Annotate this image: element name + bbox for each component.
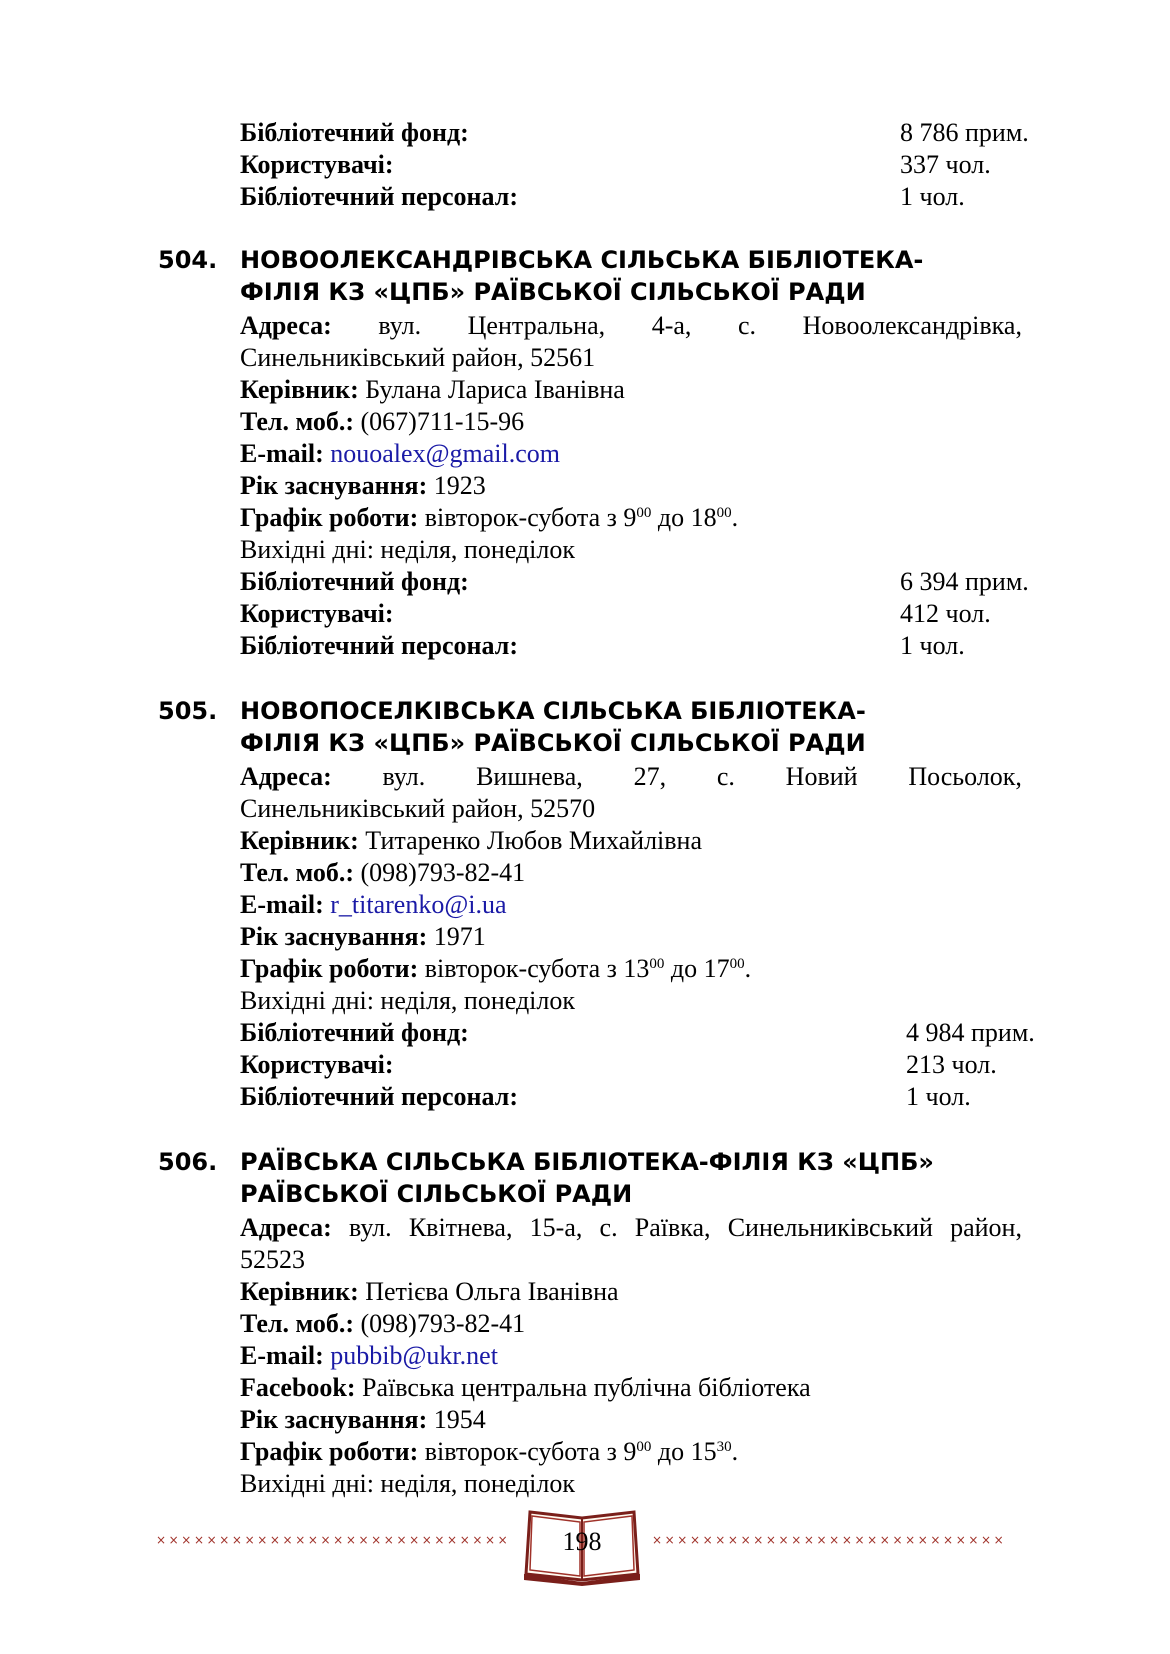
entry-title-line1: РАЇВСЬКА СІЛЬСЬКА БІБЛІОТЕКА-ФІЛІЯ КЗ «ЦПБ»	[240, 1148, 934, 1176]
phone-value: (098)793-82-41	[360, 858, 526, 887]
address-word: с.	[737, 311, 757, 340]
address-word: Центральна,	[467, 311, 606, 340]
staff-row	[240, 1081, 971, 1113]
address-word: Синельниківський	[727, 1213, 933, 1242]
founded-label: Рік заснування:	[240, 1405, 428, 1434]
address-label: Адреса:	[240, 762, 332, 791]
address-word: Вишнева,	[476, 762, 583, 791]
address-line	[240, 1212, 1022, 1244]
email-link[interactable]: r_titarenko@i.ua	[330, 890, 507, 919]
entry-title-line1: НОВООЛЕКСАНДРІВСЬКА СІЛЬСЬКА БІБЛІОТЕКА-	[240, 246, 924, 274]
email-row	[240, 1340, 498, 1372]
head-value: Петієва Ольга Іванівна	[365, 1277, 619, 1306]
address-line	[240, 761, 1022, 793]
schedule-label: Графік роботи:	[240, 503, 419, 532]
schedule-from: вівторок-субота з 9	[424, 1437, 637, 1466]
facebook-value: Раївська центральна публічна бібліотека	[362, 1373, 811, 1402]
fund-label: Бібліотечний фонд:	[240, 567, 469, 596]
fund-label: Бібліотечний фонд:	[240, 118, 469, 147]
schedule-from-minutes: 00	[636, 1439, 652, 1455]
founded-label: Рік заснування:	[240, 922, 428, 951]
address-line	[240, 310, 1022, 342]
email-row	[240, 438, 560, 470]
prev-staff-row	[240, 181, 965, 213]
users-row	[240, 1049, 997, 1081]
phone-label: Тел. моб.:	[240, 407, 355, 436]
email-label: E-mail:	[240, 439, 324, 468]
entry-number: 506.	[158, 1148, 218, 1176]
address-word: Посьолок,	[908, 762, 1022, 791]
page-number: 198	[562, 1527, 602, 1556]
head-label: Керівник:	[240, 375, 359, 404]
users-label: Користувачі:	[240, 150, 394, 179]
schedule-from: вівторок-субота з 13	[424, 954, 650, 983]
head-label: Керівник:	[240, 1277, 359, 1306]
address-word: с.	[716, 762, 735, 791]
staff-label: Бібліотечний персонал:	[240, 631, 518, 660]
founded-value: 1954	[433, 1405, 486, 1434]
entry-title-line2: РАЇВСЬКОЇ СІЛЬСЬКОЇ РАДИ	[240, 1180, 633, 1208]
schedule-to: до 18	[657, 503, 717, 532]
schedule-row: Графік роботи: вівторок-субота з $13^{00}$ до $17^{00}$.	[240, 954, 752, 983]
founded-row	[240, 470, 486, 502]
staff-label: Бібліотечний персонал:	[240, 182, 518, 211]
head-row	[240, 1276, 619, 1308]
phone-row	[240, 1308, 525, 1340]
phone-row	[240, 857, 525, 889]
address-word: вул.	[348, 1213, 392, 1242]
schedule-to-minutes: 00	[729, 956, 745, 972]
head-row	[240, 825, 702, 857]
head-row	[240, 374, 625, 406]
users-row	[240, 598, 991, 630]
schedule-from-minutes: 00	[636, 505, 652, 521]
address-label: Адреса:	[240, 1213, 332, 1242]
phone-value: (067)711-15-96	[360, 407, 525, 436]
footer-decor-right: ××××××××××××××××××××××××××××	[652, 1533, 1007, 1547]
entry-number: 504.	[158, 246, 218, 274]
staff-row	[240, 630, 965, 662]
email-row	[240, 889, 507, 921]
staff-value: 1 чол.	[906, 1082, 971, 1111]
address-line2: Синельниківський район, 52561	[240, 343, 596, 372]
schedule-to-minutes: 00	[716, 505, 732, 521]
address-label: Адреса:	[240, 311, 332, 340]
days-off: Вихідні дні: неділя, понеділок	[240, 535, 576, 564]
schedule-to-minutes: 30	[716, 1439, 732, 1455]
entry-number: 505.	[158, 697, 218, 725]
address-word: вул.	[378, 311, 422, 340]
fund-value: 8 786 прим.	[900, 118, 1029, 147]
users-value: 213 чол.	[906, 1050, 997, 1079]
fund-value: 6 394 прим.	[900, 567, 1029, 596]
address-word: 27,	[633, 762, 667, 791]
schedule-from: вівторок-субота з 9	[424, 503, 637, 532]
phone-row	[240, 406, 524, 438]
address-word: Раївка,	[634, 1213, 711, 1242]
email-label: E-mail:	[240, 1341, 324, 1370]
users-value: 337 чол.	[900, 150, 991, 179]
address-word: 4-а,	[651, 311, 692, 340]
entry-title-line2: ФІЛІЯ КЗ «ЦПБ» РАЇВСЬКОЇ СІЛЬСЬКОЇ РАДИ	[240, 278, 866, 306]
users-label: Користувачі:	[240, 599, 394, 628]
schedule-row: Графік роботи: вівторок-субота з $9^{00}$ до $15^{30}$.	[240, 1437, 739, 1466]
phone-value: (098)793-82-41	[360, 1309, 526, 1338]
email-link[interactable]: pubbib@ukr.net	[330, 1341, 498, 1370]
days-off: Вихідні дні: неділя, понеділок	[240, 986, 576, 1015]
founded-label: Рік заснування:	[240, 471, 428, 500]
founded-row	[240, 1404, 486, 1436]
address-line2: 52523	[240, 1245, 305, 1274]
address-word: 15-а,	[529, 1213, 583, 1242]
phone-label: Тел. моб.:	[240, 858, 355, 887]
schedule-label: Графік роботи:	[240, 954, 419, 983]
founded-row	[240, 921, 486, 953]
schedule-label: Графік роботи:	[240, 1437, 419, 1466]
facebook-label: Facebook:	[240, 1373, 356, 1402]
fund-label: Бібліотечний фонд:	[240, 1018, 469, 1047]
founded-value: 1923	[433, 471, 486, 500]
email-label: E-mail:	[240, 890, 324, 919]
days-off: Вихідні дні: неділя, понеділок	[240, 1469, 576, 1498]
address-word: Квітнева,	[408, 1213, 513, 1242]
entry-title-line1: НОВОПОСЕЛКІВСЬКА СІЛЬСЬКА БІБЛІОТЕКА-	[240, 697, 866, 725]
head-value: Титаренко Любов Михайлівна	[365, 826, 703, 855]
staff-label: Бібліотечний персонал:	[240, 1082, 518, 1111]
address-word: Новоолександрівка,	[802, 311, 1022, 340]
users-value: 412 чол.	[900, 599, 991, 628]
users-label: Користувачі:	[240, 1050, 394, 1079]
entry-title-line2: ФІЛІЯ КЗ «ЦПБ» РАЇВСЬКОЇ СІЛЬСЬКОЇ РАДИ	[240, 729, 866, 757]
address-word: с.	[599, 1213, 618, 1242]
schedule-to: до 17	[670, 954, 730, 983]
email-link[interactable]: nouoalex@gmail.com	[330, 439, 560, 468]
prev-fund-row	[240, 117, 1029, 149]
founded-value: 1971	[433, 922, 486, 951]
address-word: район,	[950, 1213, 1022, 1242]
facebook-row	[240, 1372, 811, 1404]
address-word: Новий	[785, 762, 858, 791]
address-word: вул.	[382, 762, 426, 791]
fund-row	[240, 566, 1029, 598]
schedule-from-minutes: 00	[649, 956, 665, 972]
prev-users-row	[240, 149, 991, 181]
head-value: Булана Лариса Іванівна	[365, 375, 625, 404]
fund-value: 4 984 прим.	[906, 1018, 1035, 1047]
footer-decor-left: ××××××××××××××××××××××××××××	[156, 1533, 511, 1547]
fund-row	[240, 1017, 1035, 1049]
address-line2: Синельниківський район, 52570	[240, 794, 596, 823]
head-label: Керівник:	[240, 826, 359, 855]
schedule-to: до 15	[657, 1437, 717, 1466]
staff-value: 1 чол.	[900, 182, 965, 211]
phone-label: Тел. моб.:	[240, 1309, 355, 1338]
staff-value: 1 чол.	[900, 631, 965, 660]
schedule-row: Графік роботи: вівторок-субота з $9^{00}$ до $18^{00}$.	[240, 503, 739, 532]
